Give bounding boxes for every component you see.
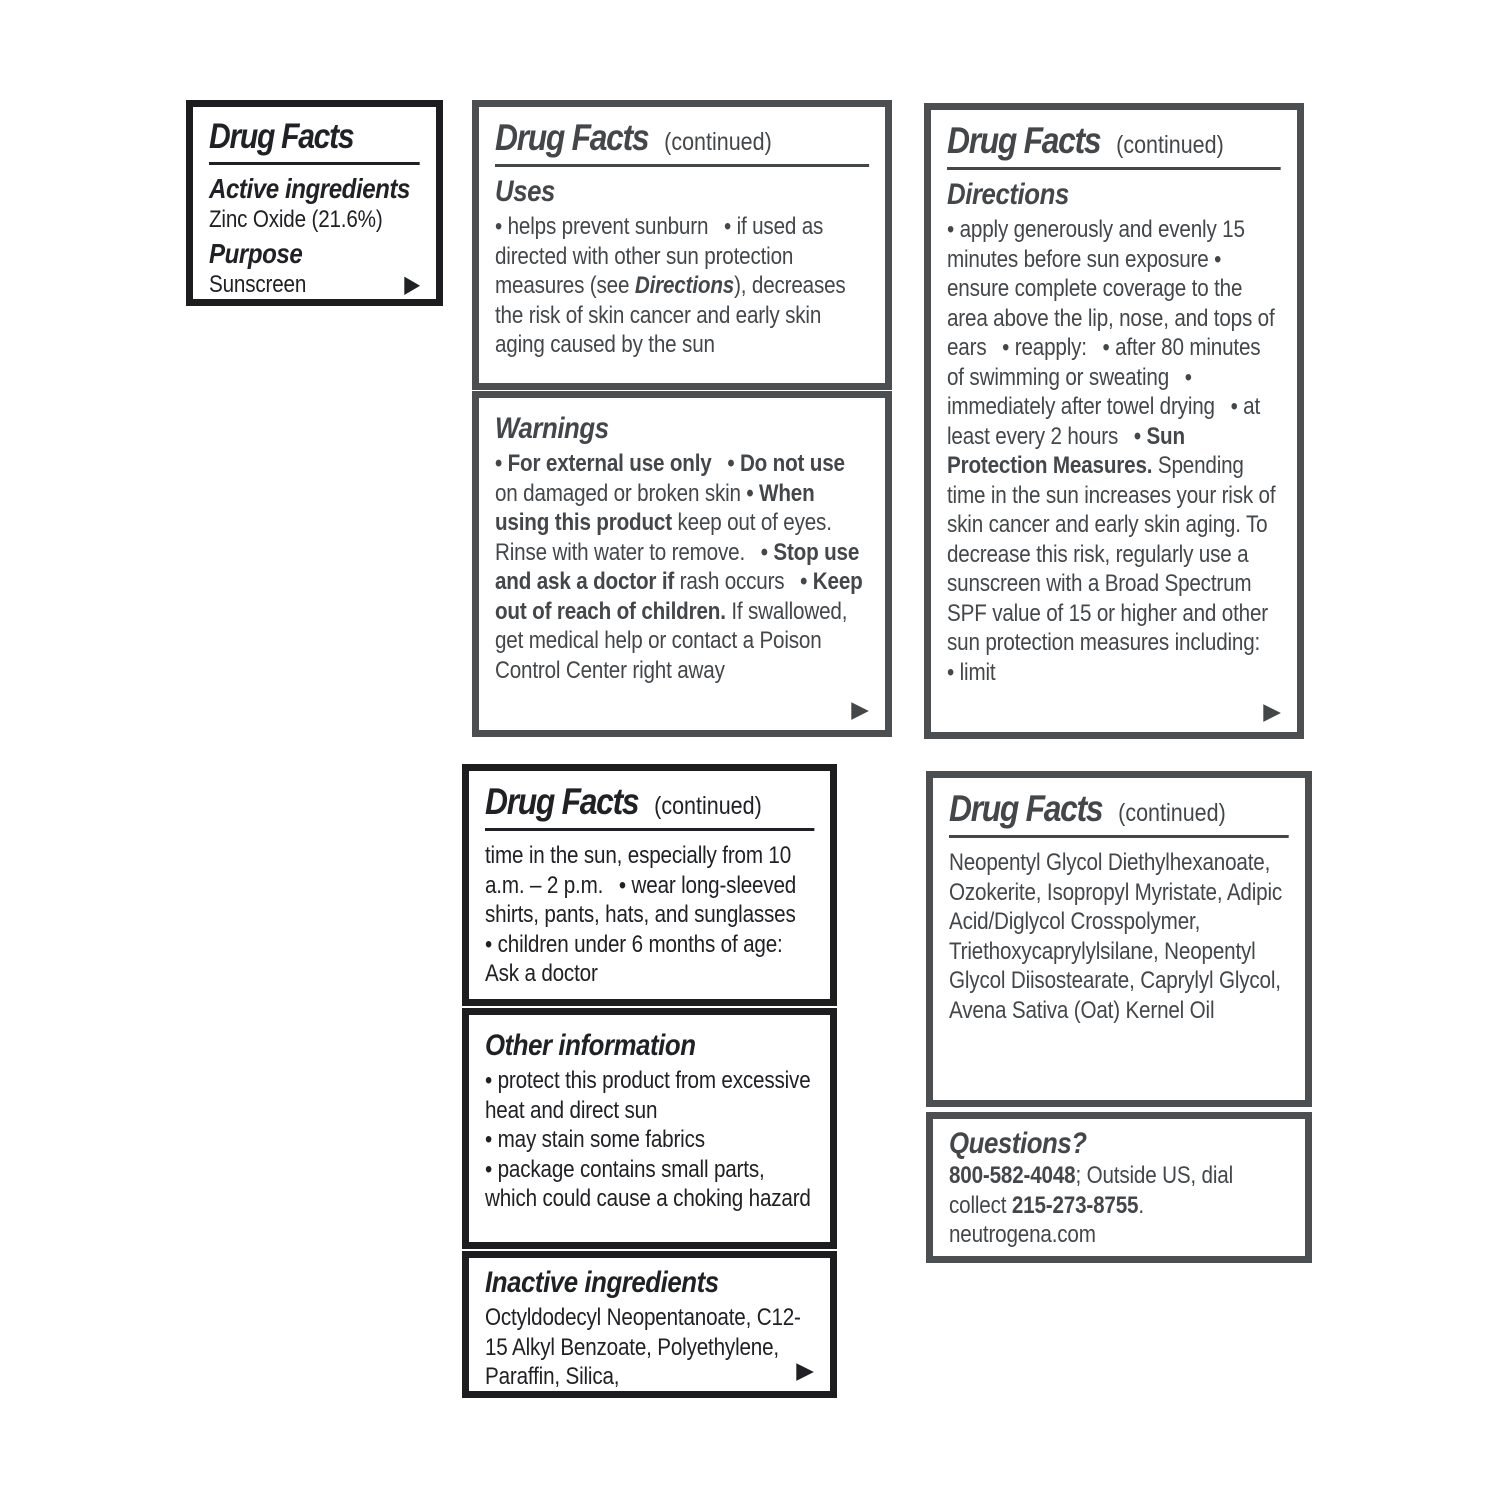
active-ingredients-heading: Active ingredients [209,173,411,204]
warnings-text: • For external use only • Do not use on damaged or broken skin • When using this product keep out of eyes. Rinse with water to remove. • Stop use and ask a doctor if rash occurs • Keep out of reach of children. If swallowed, get medical help or contact a Poison Control Center right away [495,450,863,684]
other-information-heading: Other information [485,1029,696,1062]
continuation-arrow-icon: ▶ [851,696,869,722]
purpose-value: Sunscreen [209,270,307,298]
inactive-ingredients-heading: Inactive ingredients [485,1266,719,1299]
drug-facts-title: Drug Facts [209,117,354,156]
inactive-ingredients-text: Octyldodecyl Neopentanoate, C12-15 Alkyl Benzoate, Polyethylene, Paraffin, Silica, [485,1304,801,1390]
title-rule [947,167,1281,170]
directions-heading: Directions [947,178,1069,211]
drug-facts-title: Drug Facts (continued) [947,120,1224,161]
sun-measures-text: time in the sun, especially from 10 a.m. – 2 p.m. • wear long-sleeved shirts, pants, hats, and sunglasses • children under 6 months of age: Ask a doctor [485,842,812,987]
directions-text: • apply generously and evenly 15 minutes before sun exposure • ensure complete coverage to the area above the lip, nose, and tops of ears • reapply: • after 80 minutes of swimming or sweating • immediately after towel drying • at least every 2 hours • Sun Protection Measures. Spending time in the sun increases your risk of skin cancer and early skin aging. To decrease this risk, regularly use a sunscreen with a Broad Spectrum SPF value of 15 or higher and other sun protection measures including: • limit [947,216,1276,686]
questions-text: 800-582-4048; Outside US, dial collect 215-273-8755. [949,1162,1233,1219]
warnings-heading: Warnings [495,412,609,445]
other-information-item: • may stain some fabrics [485,1126,705,1153]
other-information-item: • protect this product from excessive heat and direct sun [485,1067,811,1124]
panel-warnings [472,391,892,737]
panel-active-ingredients [186,100,443,306]
active-ingredient-value: Zinc Oxide (21.6%) [209,206,383,233]
purpose-heading: Purpose [209,237,303,269]
title-rule [949,835,1289,838]
title-rule [209,162,420,165]
title-rule [485,828,814,831]
panel-other-information [462,1008,837,1249]
panel-sun-measures-continued [462,764,837,1006]
drug-facts-title: Drug Facts (continued) [495,117,772,158]
other-information-item: • package contains small parts, which could cause a choking hazard [485,1155,811,1212]
panel-directions [924,103,1304,739]
uses-heading: Uses [495,175,555,208]
continuation-arrow-icon: ▶ [404,270,420,298]
continuation-arrow-icon: ▶ [1263,698,1281,724]
panel-inactive-continued [926,771,1312,1107]
website-text: neutrogena.com [949,1221,1096,1248]
panel-uses [472,100,892,390]
panel-inactive-ingredients [462,1251,837,1398]
questions-heading: Questions? [949,1127,1087,1160]
drug-facts-title: Drug Facts (continued) [949,788,1226,829]
continuation-arrow-icon: ▶ [796,1357,814,1383]
inactive-ingredients-continued-text: Neopentyl Glycol Diethylhexanoate, Ozokerite, Isopropyl Myristate, Adipic Acid/Diglycol Crosspolymer, Triethoxycaprylylsilane, Neopentyl Glycol Diisostearate, Caprylyl Glycol, Avena Sativa (Oat) Kernel Oil [949,849,1283,1024]
panel-questions [926,1112,1312,1263]
purpose-row [209,270,420,300]
title-rule [495,164,869,167]
uses-text: • helps prevent sunburn • if used as directed with other sun protection measures (see Directions), decreases the risk of skin cancer and early skin aging caused by the sun [495,213,846,358]
drug-facts-title: Drug Facts (continued) [485,781,762,822]
